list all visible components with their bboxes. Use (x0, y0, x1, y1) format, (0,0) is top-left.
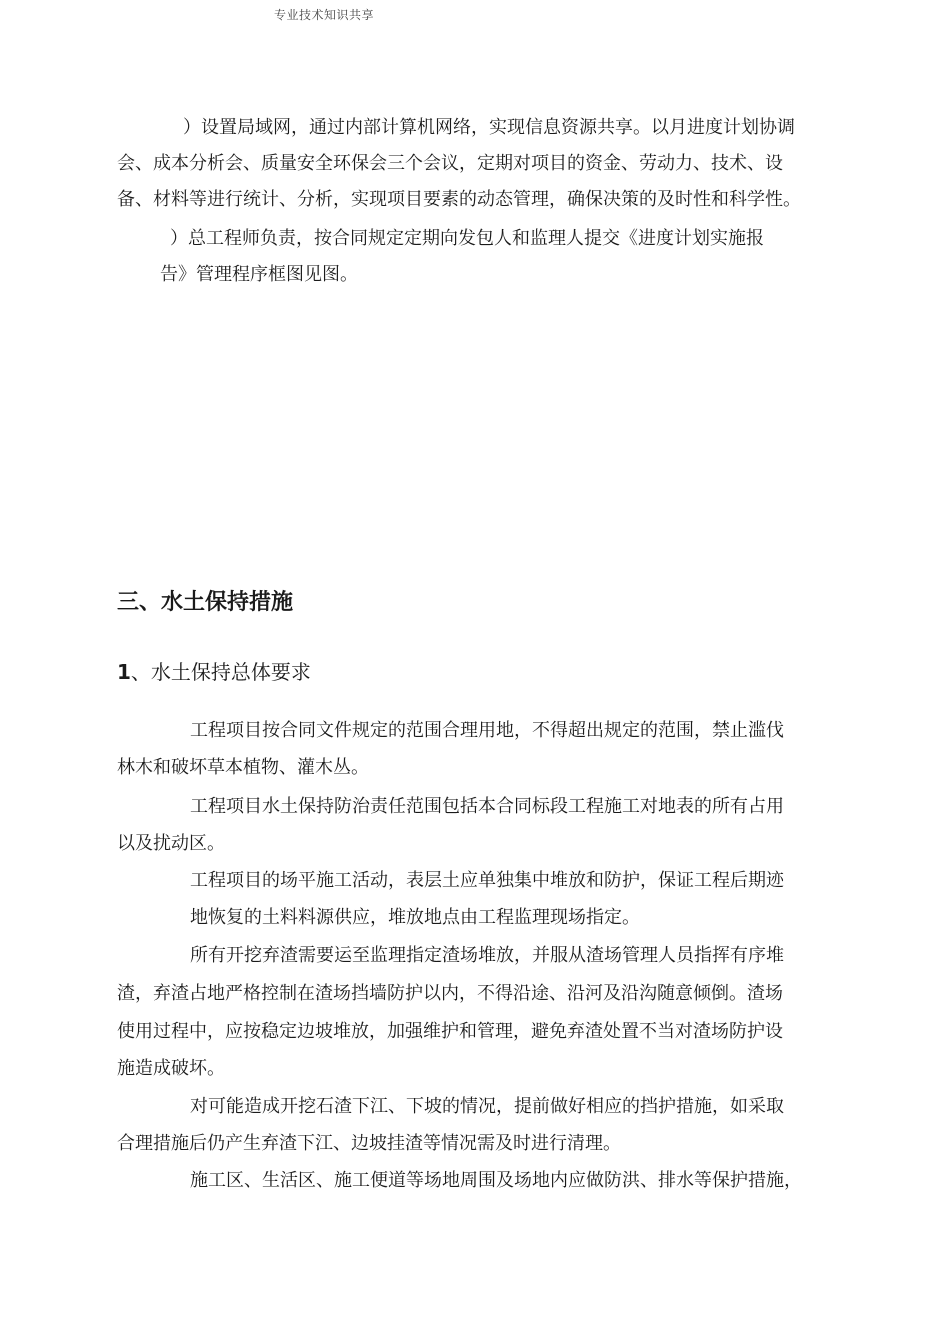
text-line: 所有开挖弃渣需要运至监理指定渣场堆放，并服从渣场管理人员指挥有序堆 (190, 945, 784, 966)
text-line: 合理措施后仍产生弃渣下江、边坡挂渣等情况需及时进行清理。 (117, 1133, 621, 1154)
text-line: 地恢复的土料料源供应，堆放地点由工程监理现场指定。 (190, 907, 640, 928)
text-line: 工程项目按合同文件规定的范围合理用地，不得超出规定的范围，禁止滥伐 (190, 720, 784, 741)
text-line: 告》管理程序框图见图。 (160, 264, 358, 285)
text-line: 渣，弃渣占地严格控制在渣场挡墙防护以内，不得沿途、沿河及沿沟随意倾倒。渣场 (117, 983, 783, 1004)
text-line: 对可能造成开挖石渣下江、下坡的情况，提前做好相应的挡护措施，如采取 (190, 1096, 784, 1117)
text-line: 以及扰动区。 (117, 833, 225, 854)
subsection-title (117, 656, 311, 685)
page-header: 专业技术知识共享 (274, 8, 375, 22)
text-line: ）设置局域网，通过内部计算机网络，实现信息资源共享。以月进度计划协调 (183, 117, 795, 138)
text-line: 工程项目的场平施工活动，表层土应单独集中堆放和防护，保证工程后期迹 (190, 870, 784, 891)
text-line: 工程项目水土保持防治责任范围包括本合同标段工程施工对地表的所有占用 (190, 796, 784, 817)
text-line: 施造成破坏。 (117, 1058, 225, 1079)
text-line: ）总工程师负责，按合同规定定期向发包人和监理人提交《进度计划实施报 (170, 228, 764, 249)
text-line: 施工区、生活区、施工便道等场地周围及场地内应做防洪、排水等保护措施， (190, 1170, 802, 1191)
text-line: 使用过程中，应按稳定边坡堆放，加强维护和管理，避免弃渣处置不当对渣场防护设 (117, 1021, 783, 1042)
text-line: 会、成本分析会、质量安全环保会三个会议，定期对项目的资金、劳动力、技术、设 (117, 153, 783, 174)
text-line: 林木和破坏草本植物、灌木丛。 (117, 757, 369, 778)
subsection-number: 1 (117, 660, 131, 684)
section-title: 三、水土保持措施 (117, 590, 294, 615)
subsection-text: 、水土保持总体要求 (130, 660, 311, 684)
text-line: 备、材料等进行统计、分析，实现项目要素的动态管理，确保决策的及时性和科学性。 (117, 189, 801, 210)
